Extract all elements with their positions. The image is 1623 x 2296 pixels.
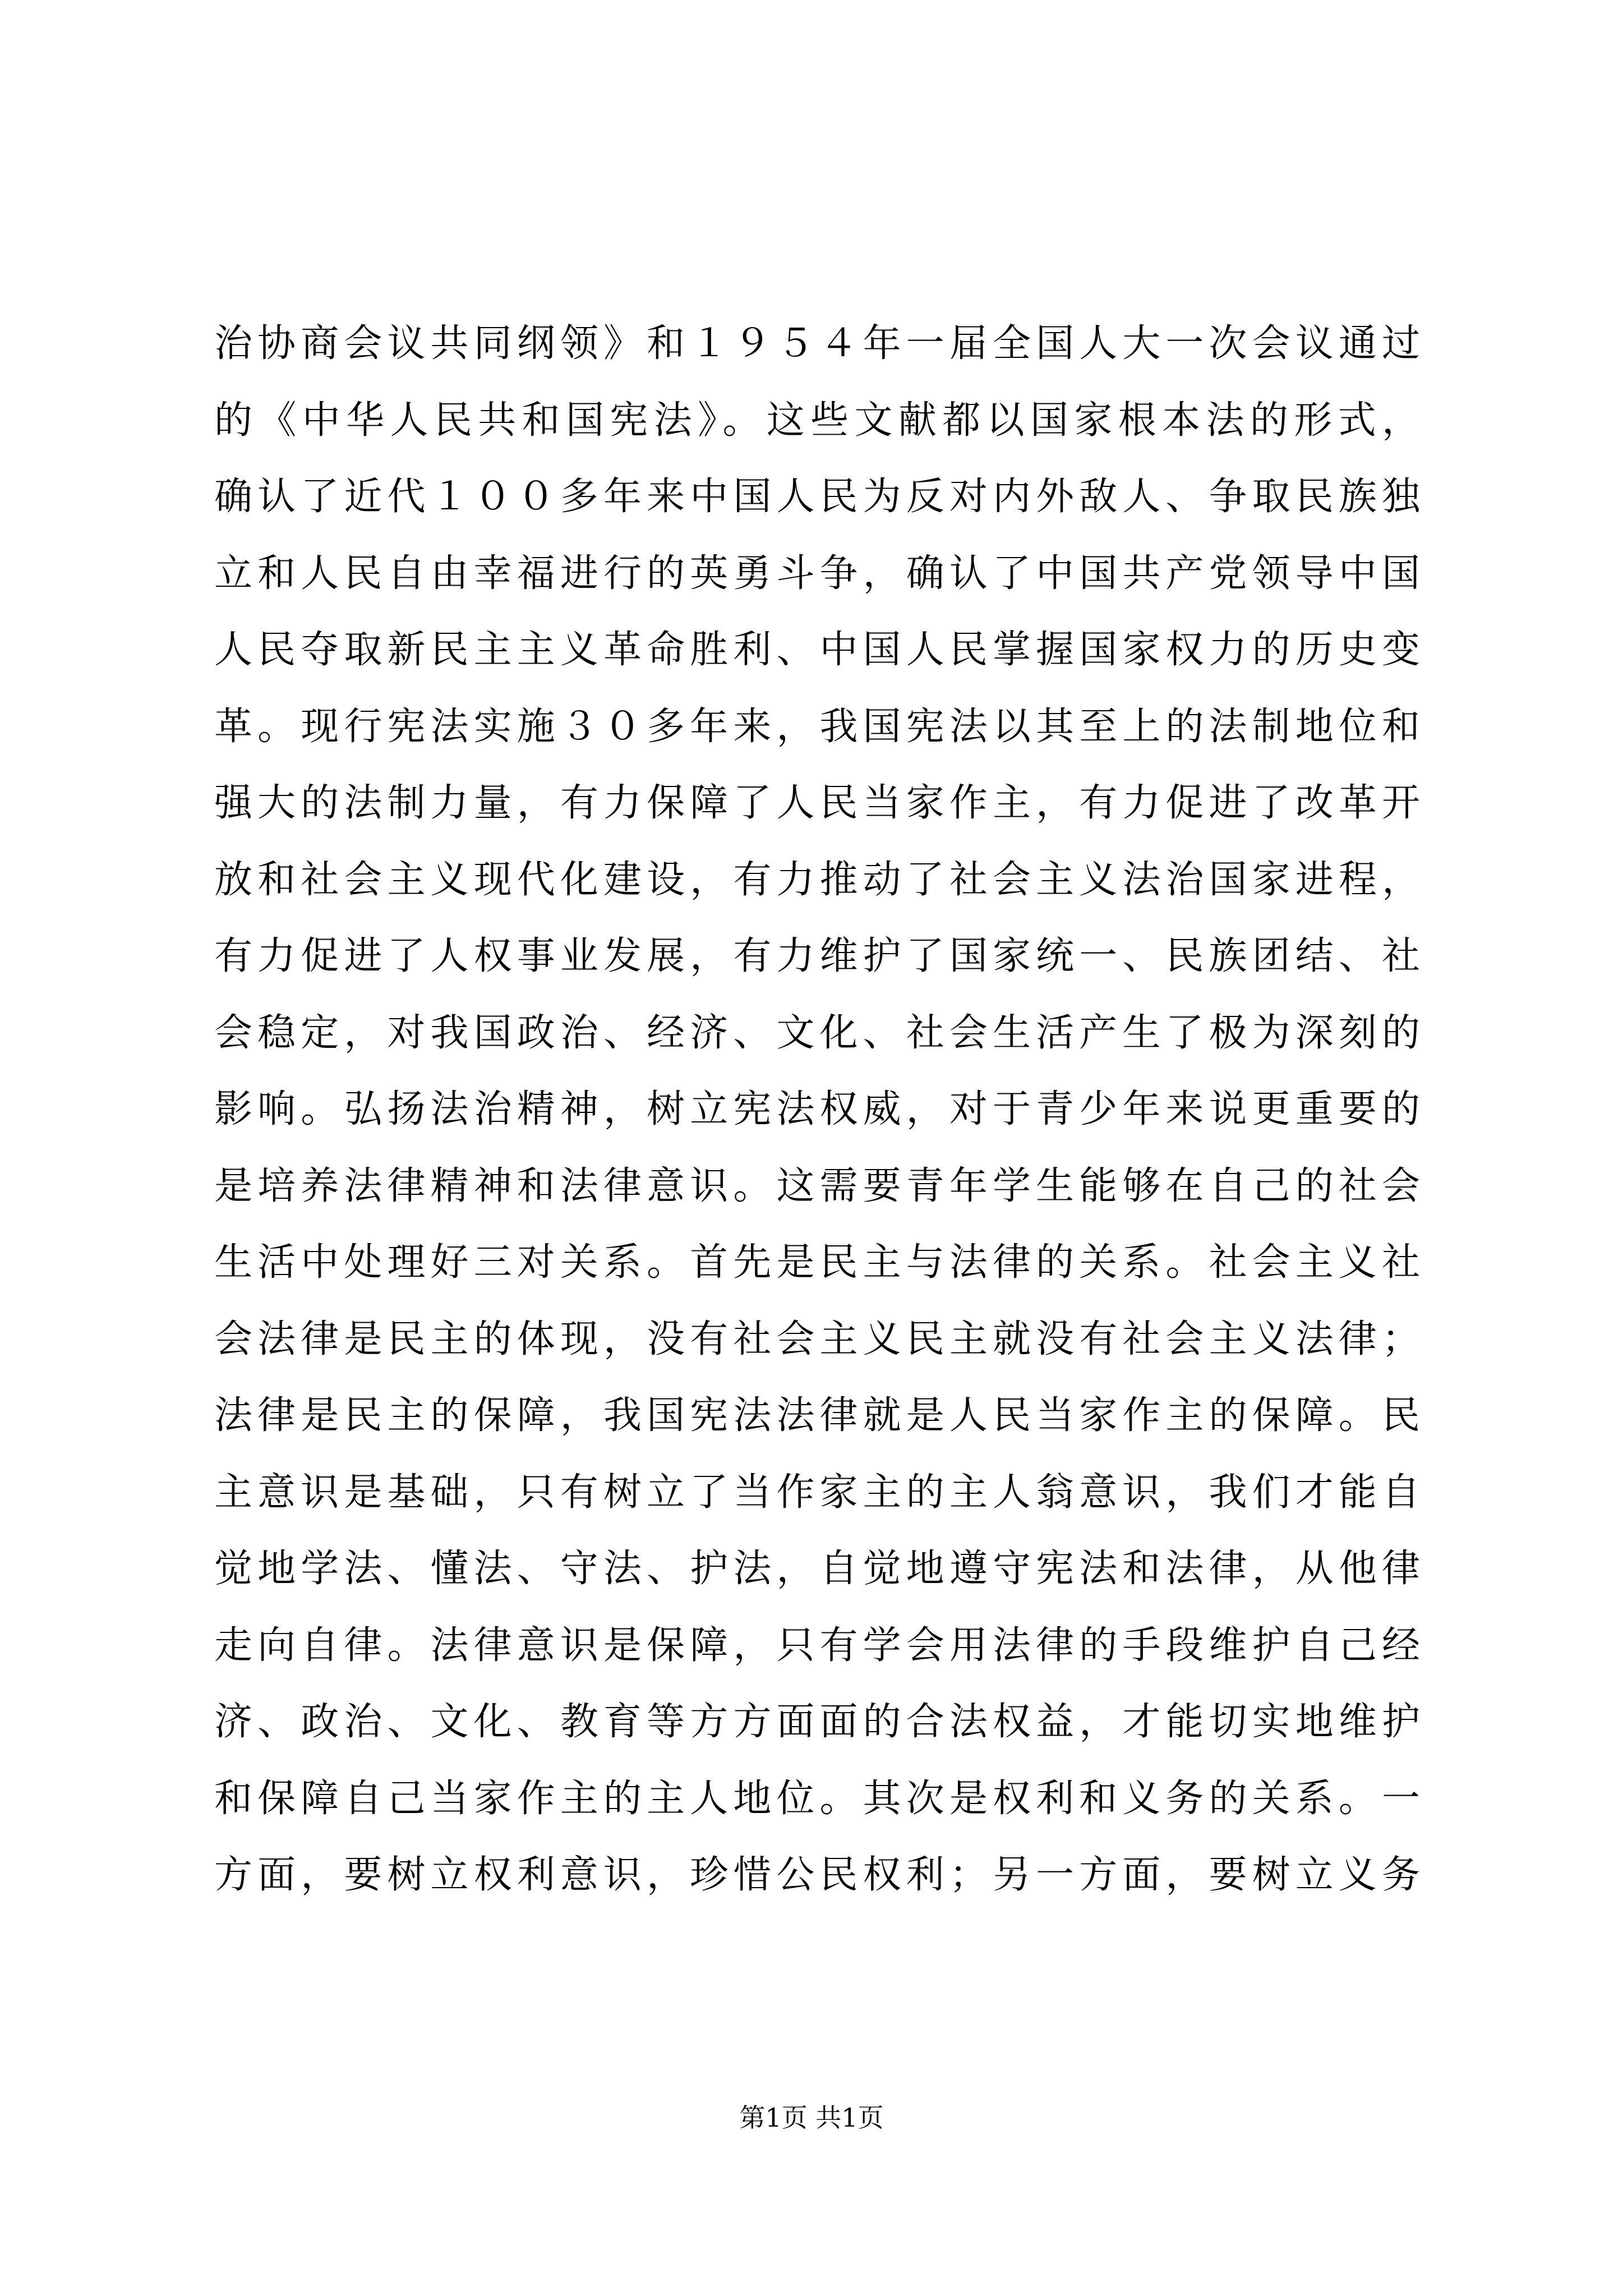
text-line: 影响。弘扬法治精神，树立宪法权威，对于青少年来说更重要的 bbox=[214, 1087, 1420, 1131]
text-line: 和保障自己当家作主的主人地位。其次是权利和义务的关系。一 bbox=[214, 1776, 1420, 1821]
text-line: 有力促进了人权事业发展，有力维护了国家统一、民族团结、社 bbox=[214, 934, 1420, 978]
text-line: 法律是民主的保障，我国宪法法律就是人民当家作主的保障。民 bbox=[214, 1393, 1420, 1438]
text-line: 会稳定，对我国政治、经济、文化、社会生活产生了极为深刻的 bbox=[214, 1010, 1420, 1055]
text-line: 人民夺取新民主主义革命胜利、中国人民掌握国家权力的历史变 bbox=[214, 628, 1420, 672]
text-line: 走向自律。法律意识是保障，只有学会用法律的手段维护自己经 bbox=[214, 1623, 1420, 1668]
text-line: 革。现行宪法实施３０多年来，我国宪法以其至上的法制地位和 bbox=[214, 704, 1420, 749]
text-line: 强大的法制力量，有力保障了人民当家作主，有力促进了改革开 bbox=[214, 781, 1420, 825]
body-text bbox=[214, 306, 1420, 1914]
text-line: 会法律是民主的体现，没有社会主义民主就没有社会主义法律； bbox=[214, 1317, 1420, 1361]
text-line: 治协商会议共同纲领》和１９５４年一届全国人大一次会议通过 bbox=[214, 321, 1420, 366]
text-line: 是培养法律精神和法律意识。这需要青年学生能够在自己的社会 bbox=[214, 1163, 1420, 1208]
text-line: 觉地学法、懂法、守法、护法，自觉地遵守宪法和法律，从他律 bbox=[214, 1547, 1420, 1591]
page-footer: 第1页 共1页 bbox=[739, 2102, 884, 2133]
text-line: 方面，要树立权利意识，珍惜公民权利；另一方面，要树立义务 bbox=[214, 1853, 1420, 1897]
text-line: 确认了近代１００多年来中国人民为反对内外敌人、争取民族独 bbox=[214, 475, 1420, 519]
text-line: 的《中华人民共和国宪法》。这些文献都以国家根本法的形式， bbox=[214, 398, 1420, 443]
text-line: 立和人民自由幸福进行的英勇斗争，确认了中国共产党领导中国 bbox=[214, 551, 1420, 596]
text-line: 放和社会主义现代化建设，有力推动了社会主义法治国家进程， bbox=[214, 857, 1420, 902]
text-line: 主意识是基础，只有树立了当作家主的主人翁意识，我们才能自 bbox=[214, 1470, 1420, 1515]
text-line: 生活中处理好三对关系。首先是民主与法律的关系。社会主义社 bbox=[214, 1240, 1420, 1285]
text-line: 济、政治、文化、教育等方方面面的合法权益，才能切实地维护 bbox=[214, 1700, 1420, 1744]
